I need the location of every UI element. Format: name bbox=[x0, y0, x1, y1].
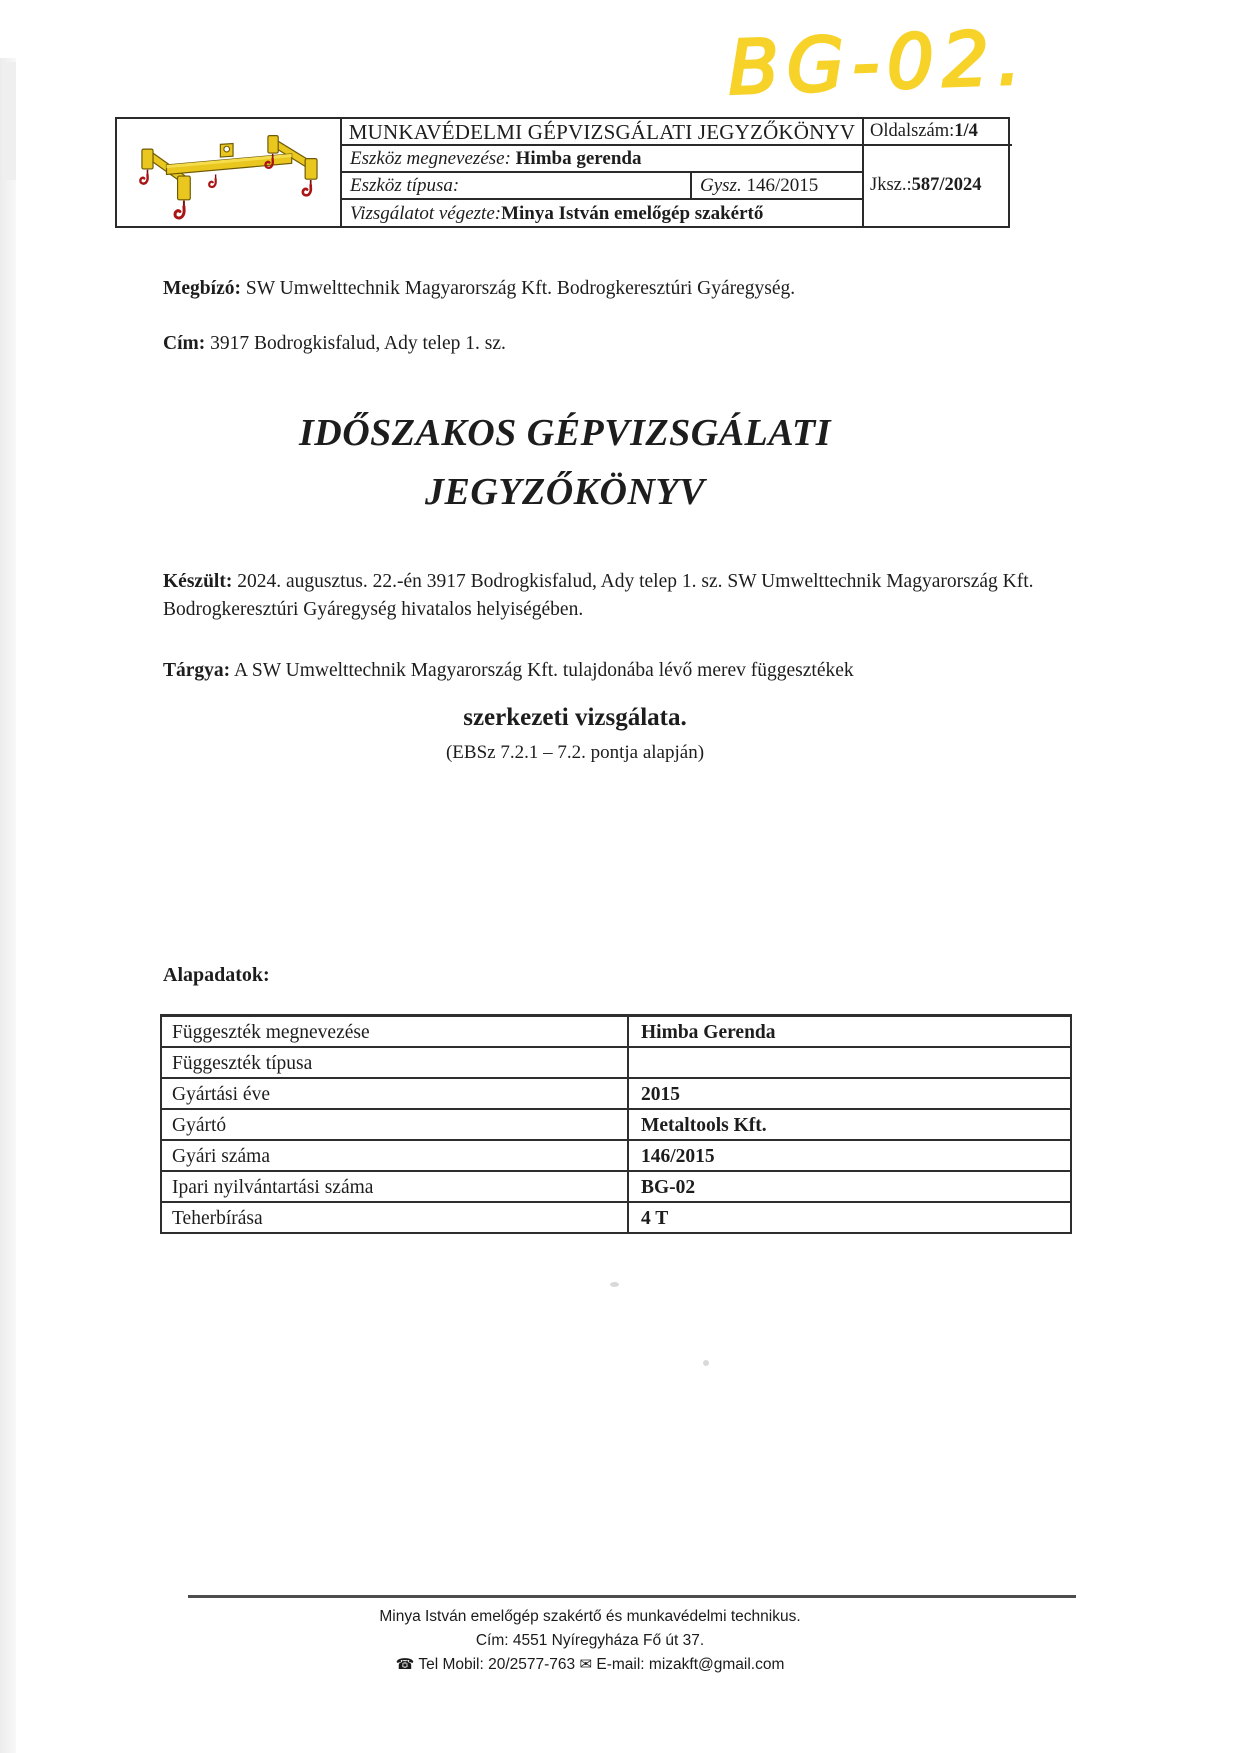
row-label: Teherbírása bbox=[162, 1203, 629, 1232]
row-label: Gyári száma bbox=[162, 1141, 629, 1170]
inspector-row bbox=[342, 200, 862, 226]
footer-divider bbox=[188, 1595, 1076, 1598]
spreader-beam-image bbox=[117, 119, 338, 222]
row-value: 2015 bbox=[641, 1083, 680, 1105]
row-value: Metaltools Kft. bbox=[641, 1114, 767, 1136]
table-row bbox=[162, 1172, 1070, 1203]
row-label: Ipari nyilvántartási száma bbox=[162, 1172, 629, 1201]
inspector-label: Vizsgálatot végezte: bbox=[350, 202, 502, 224]
made-at-paragraph bbox=[163, 568, 1081, 623]
row-value: BG-02 bbox=[641, 1176, 696, 1198]
scan-edge-artifact bbox=[0, 58, 16, 1753]
row-label: Függeszték típusa bbox=[162, 1048, 629, 1077]
main-title-line2: JEGYZŐKÖNYV bbox=[425, 470, 705, 513]
basic-data-table bbox=[160, 1014, 1072, 1234]
table-row bbox=[162, 1048, 1070, 1079]
client-label: Megbízó: bbox=[163, 278, 241, 299]
scan-speck bbox=[610, 1282, 619, 1287]
row-label: Gyártó bbox=[162, 1110, 629, 1139]
page-number-cell bbox=[864, 119, 1012, 146]
page-number-label: Oldalszám: bbox=[870, 121, 955, 141]
subject-label: Tárgya: bbox=[163, 660, 231, 681]
case-number-value: 587/2024 bbox=[911, 174, 982, 195]
scan-edge-artifact-top bbox=[2, 62, 16, 180]
made-at-label: Készült: bbox=[163, 571, 233, 592]
document-type-title: MUNKAVÉDELMI GÉPVIZSGÁLATI JEGYZŐKÖNYV bbox=[342, 119, 862, 146]
main-title-line1: IDŐSZAKOS GÉPVIZSGÁLATI bbox=[298, 412, 831, 454]
row-value: 4 T bbox=[641, 1207, 669, 1229]
device-type-row bbox=[342, 173, 862, 200]
row-value bbox=[629, 1048, 1070, 1077]
address-label: Cím: bbox=[163, 333, 206, 354]
row-value: 146/2015 bbox=[641, 1145, 715, 1167]
basic-data-heading: Alapadatok: bbox=[163, 964, 270, 986]
client-line bbox=[163, 278, 795, 300]
device-type-cell bbox=[342, 173, 692, 198]
device-name-value: Himba gerenda bbox=[515, 148, 642, 169]
handwritten-code-text: BG-02. bbox=[726, 15, 1031, 112]
address-line bbox=[163, 333, 506, 355]
footer-email-text: E-mail: mizakft@gmail.com bbox=[596, 1656, 785, 1674]
serial-value: 146/2015 bbox=[746, 174, 819, 196]
page-number-value: 1/4 bbox=[954, 121, 978, 141]
row-value: Himba Gerenda bbox=[641, 1021, 776, 1043]
main-title bbox=[115, 404, 1015, 522]
device-name-label: Eszköz megnevezése: bbox=[350, 148, 511, 169]
inspector-value: Minya István emelőgép szakértő bbox=[501, 202, 764, 224]
serial-cell bbox=[692, 173, 862, 198]
phone-icon: ☎ bbox=[395, 1656, 415, 1674]
email-icon: ✉ bbox=[579, 1656, 593, 1674]
footer-address-line: Cím: 4551 Nyíregyháza Fő út 37. bbox=[475, 1632, 705, 1650]
footer bbox=[160, 1605, 1020, 1677]
case-number-label: Jksz.: bbox=[870, 174, 912, 195]
device-photo-cell bbox=[117, 119, 342, 226]
footer-contact-line bbox=[160, 1653, 1020, 1677]
subject-emphasis: szerkezeti vizsgálata. bbox=[463, 704, 687, 731]
client-value: SW Umwelttechnik Magyarország Kft. Bodrogkeresztúri Gyáregység. bbox=[245, 278, 796, 299]
table-row bbox=[162, 1141, 1070, 1172]
header-table bbox=[115, 117, 1010, 228]
case-number-cell bbox=[864, 146, 1012, 224]
subject-value: A SW Umwelttechnik Magyarország Kft. tulajdonába lévő merev függesztékek bbox=[233, 660, 854, 681]
address-value: 3917 Bodrogkisfalud, Ady telep 1. sz. bbox=[210, 333, 506, 354]
row-label: Függeszték megnevezése bbox=[162, 1017, 629, 1046]
handwritten-tag bbox=[660, 0, 1120, 120]
row-label: Gyártási éve bbox=[162, 1079, 629, 1108]
serial-label: Gysz. bbox=[700, 174, 742, 196]
table-row bbox=[162, 1017, 1070, 1048]
device-name-row bbox=[342, 146, 862, 173]
footer-expert-line: Minya István emelőgép szakértő és munkavédelmi technikus. bbox=[379, 1608, 801, 1625]
made-at-value: 2024. augusztus. 22.-én 3917 Bodrogkisfalud, Ady telep 1. sz. SW Umwelttechnik Magyarország Kft. Bodrogkeresztúri Gyáregység hivatalos helyiségében. bbox=[163, 571, 1034, 620]
footer-phone-text: Tel Mobil: 20/2577-763 bbox=[418, 1656, 576, 1674]
subject-regulation-note: (EBSz 7.2.1 – 7.2. pontja alapján) bbox=[445, 742, 705, 763]
subject-line bbox=[163, 660, 1081, 682]
header-right-column bbox=[862, 119, 1012, 226]
table-row bbox=[162, 1110, 1070, 1141]
table-row bbox=[162, 1203, 1070, 1232]
table-row bbox=[162, 1079, 1070, 1110]
device-type-label: Eszköz típusa: bbox=[350, 174, 460, 196]
scan-speck bbox=[703, 1360, 709, 1366]
header-middle-column bbox=[342, 119, 862, 226]
